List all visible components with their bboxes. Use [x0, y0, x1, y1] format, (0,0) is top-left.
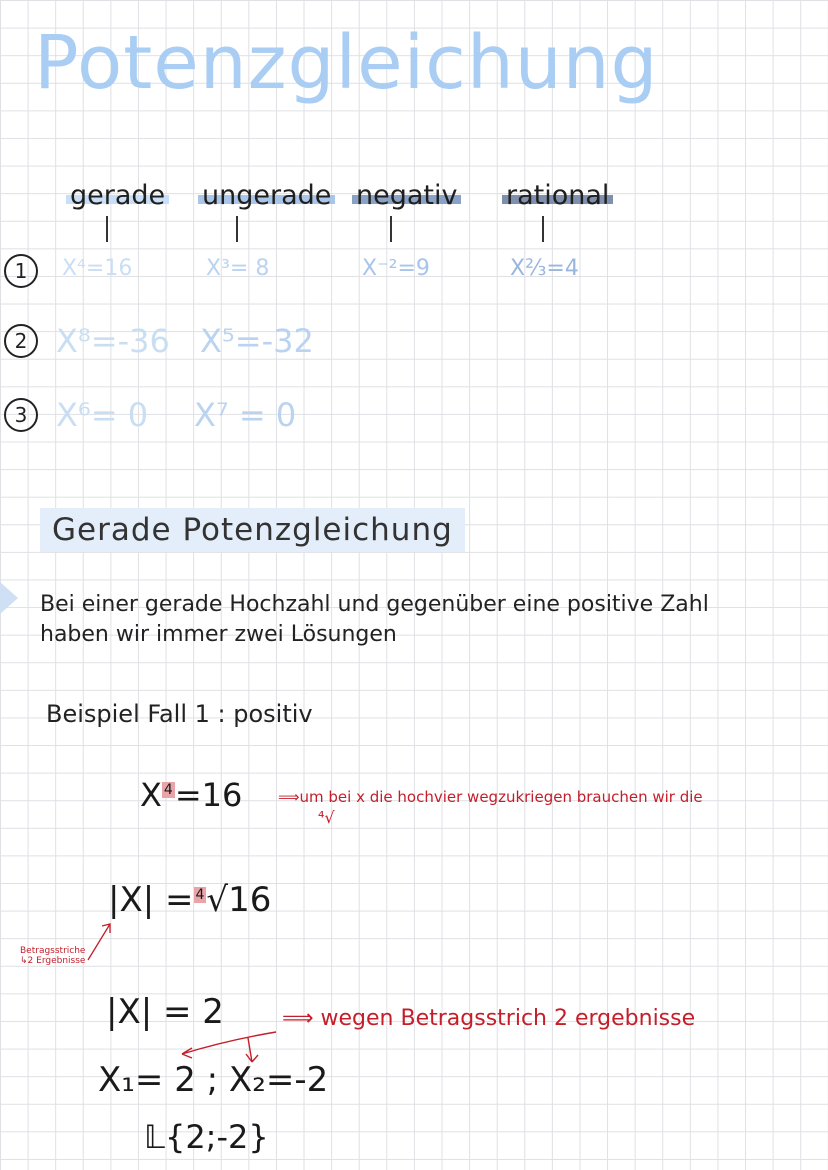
equation-gerade: X⁶= 0 [56, 396, 149, 434]
equation-step-1 [140, 776, 242, 814]
left-side: |X| = [108, 880, 194, 920]
root-symbol-note: ⁴√ [318, 808, 335, 827]
side-note-line: ↳2 Ergebnisse [20, 956, 86, 966]
equation-step-2 [108, 880, 271, 920]
root-value: √16 [206, 880, 272, 920]
equation-negativ: X⁻²=9 [362, 256, 430, 281]
paragraph-line: haben wir immer zwei Lösungen [40, 622, 397, 647]
row-marker-3: 3 [4, 398, 38, 432]
section-title: Gerade Potenzgleichung [40, 508, 465, 552]
page-title: Potenzgleichung [34, 20, 659, 106]
solution-set: 𝕃{2;-2} [144, 1118, 269, 1156]
arrow-marker-icon [0, 582, 18, 614]
equation-ungerade: X⁷ = 0 [194, 396, 297, 434]
category-gerade: gerade [66, 180, 169, 211]
exponent: 4 [163, 782, 173, 799]
equation-ungerade: X³= 8 [206, 256, 270, 281]
example-heading: Beispiel Fall 1 : positiv [46, 700, 313, 728]
rest: =16 [174, 776, 243, 814]
side-note [20, 946, 85, 966]
divider-tick [390, 216, 392, 242]
side-note-line: Betragsstriche [20, 946, 86, 956]
divider-tick [542, 216, 544, 242]
equation-rational: X⅔=4 [510, 256, 579, 281]
note-step-3: ⟹ wegen Betragsstrich 2 ergebnisse [282, 1006, 696, 1031]
category-negativ: negativ [352, 180, 461, 211]
row-marker-2: 2 [4, 324, 38, 358]
paragraph-line: Bei einer gerade Hochzahl und gegenüber eine positive Zahl [40, 592, 709, 617]
equation-step-4: X₁= 2 ; X₂=-2 [98, 1060, 329, 1100]
equation-ungerade: X⁵=-32 [200, 322, 314, 360]
category-rational: rational [502, 180, 613, 211]
root-index: 4 [195, 886, 205, 903]
category-ungerade: ungerade [198, 180, 335, 211]
divider-tick [236, 216, 238, 242]
base: X [140, 776, 162, 814]
equation-gerade: X⁸=-36 [56, 322, 170, 360]
note-step-1: ⟹um bei x die hochvier wegzukriegen brauchen wir die [278, 788, 703, 806]
side-note-arrow-icon [86, 920, 116, 964]
equation-step-3: |X| = 2 [106, 992, 224, 1032]
row-marker-1: 1 [4, 254, 38, 288]
equation-gerade: X⁴=16 [62, 256, 133, 281]
divider-tick [106, 216, 108, 242]
